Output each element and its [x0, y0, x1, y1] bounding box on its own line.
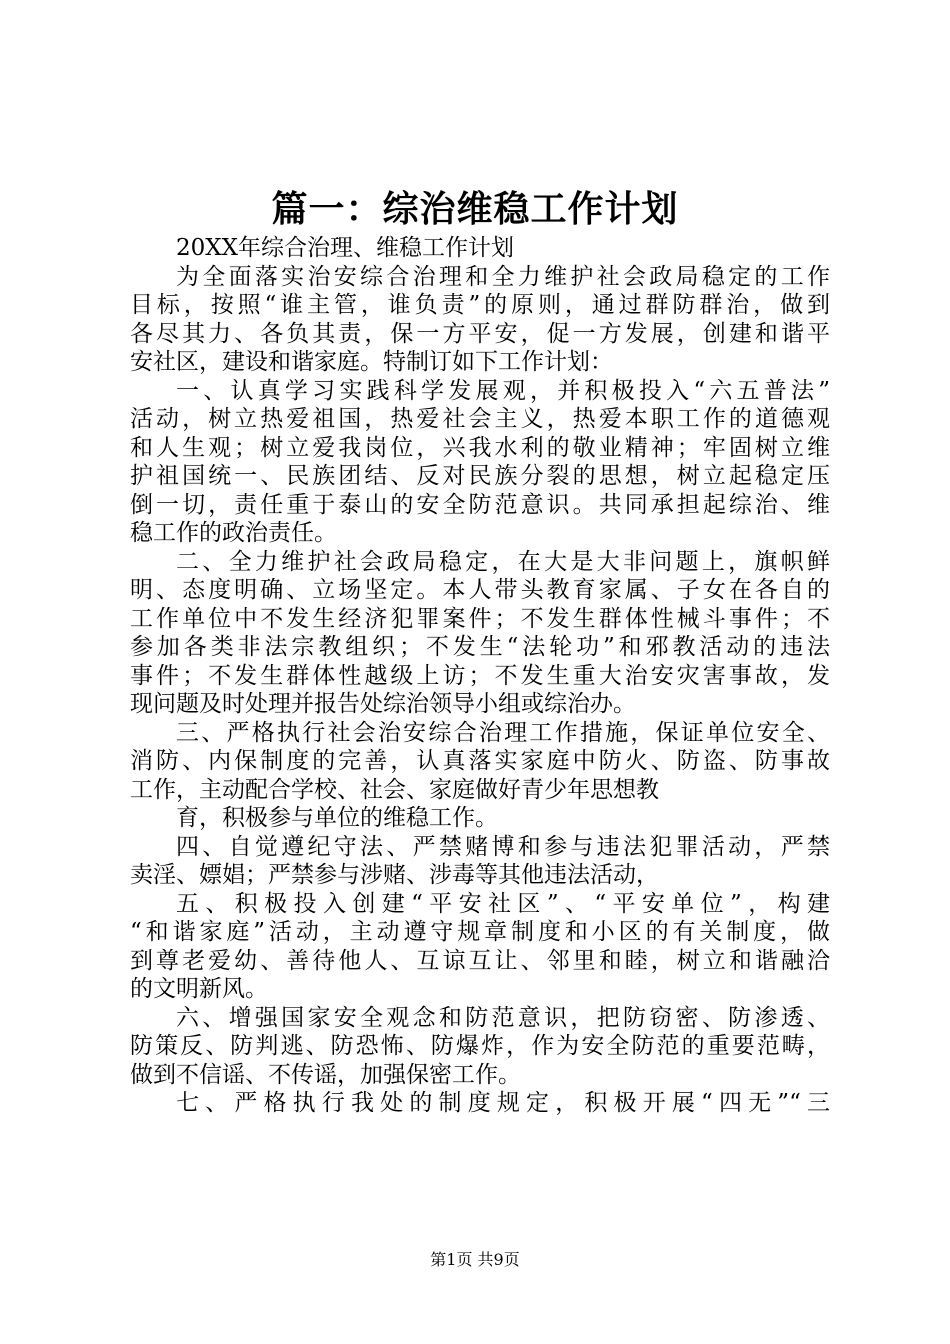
page-footer: 第1页 共9页 — [430, 1250, 520, 1269]
document-body — [130, 234, 830, 1118]
paragraph-line: 参加各类非法宗教组织；不发生“法轮功”和邪教活动的违法 — [130, 634, 830, 660]
paragraph-line: 五、积极投入创建“平安社区”、“平安单位”，构建 — [176, 890, 830, 917]
paragraph-line: 为全面落实治安综合治理和全力维护社会政局稳定的工作 — [176, 263, 830, 290]
paragraph-line: 工作，主动配合学校、社会、家庭做好青少年思想教 — [130, 776, 659, 803]
paragraph-line: 消防、内保制度的完善，认真落实家庭中防火、防盗、防事故 — [130, 748, 830, 774]
paragraph-line: 倒一切，责任重于泰山的安全防范意识。共同承担起综治、维 — [130, 491, 830, 518]
paragraph-line: 防策反、防判逃、防恐怖、防爆炸，作为安全防范的重要范畴， — [130, 1033, 830, 1059]
paragraph-line: 安社区，建设和谐家庭。特制订如下工作计划： — [130, 349, 613, 375]
paragraph-line: 各尽其力、各负其责，保一方平安，促一方发展，创建和谐平 — [130, 320, 830, 347]
paragraph-line: 事件；不发生群体性越级上访；不发生重大治安灾害事故，发 — [130, 662, 830, 689]
paragraph-line: 的文明新风。 — [130, 976, 268, 1002]
paragraph-line: 工作单位中不发生经济犯罪案件；不发生群体性械斗事件；不 — [130, 605, 830, 632]
paragraph-line: 育，积极参与单位的维稳工作。 — [176, 805, 498, 831]
paragraph-line: 稳工作的政治责任。 — [130, 520, 337, 546]
paragraph-line: 做到不信谣、不传谣，加强保密工作。 — [130, 1061, 521, 1088]
paragraph-line: “和谐家庭”活动，主动遵守规章制度和小区的有关制度，做 — [130, 919, 830, 945]
paragraph-line: 卖淫、嫖娼；严禁参与涉赌、涉毒等其他违法活动， — [130, 862, 659, 888]
paragraph-line: 活动，树立热爱祖国，热爱社会主义，热爱本职工作的道德观 — [130, 406, 830, 432]
paragraph-line: 目标，按照“谁主管，谁负责”的原则，通过群防群治，做到 — [130, 292, 830, 318]
document-title: 篇一：综治维稳工作计划 — [271, 189, 679, 230]
paragraph-line: 三、严格执行社会治安综合治理工作措施，保证单位安全、 — [176, 719, 830, 746]
paragraph-line: 现问题及时处理并报告处综治领导小组或综治办。 — [130, 691, 636, 717]
paragraph-line: 四、自觉遵纪守法、严禁赌博和参与违法犯罪活动，严禁 — [176, 833, 830, 860]
paragraph-line: 一、认真学习实践科学发展观，并积极投入“六五普法” — [176, 377, 830, 404]
paragraph-line: 六、增强国家安全观念和防范意识，把防窃密、防渗透、 — [176, 1004, 830, 1031]
subtitle-line: 20XX年综合治理、维稳工作计划 — [176, 235, 515, 261]
paragraph-line: 七、严格执行我处的制度规定，积极开展“四无”“三 — [176, 1090, 830, 1116]
paragraph-line: 护祖国统一、民族团结、反对民族分裂的思想，树立起稳定压 — [130, 463, 830, 489]
paragraph-line: 二、全力维护社会政局稳定，在大是大非问题上，旗帜鲜 — [176, 548, 830, 575]
paragraph-line: 明、态度明确、立场坚定。本人带头教育家属、子女在各自的 — [130, 577, 830, 603]
paragraph-line: 和人生观；树立爱我岗位，兴我水利的敬业精神；牢固树立维 — [130, 434, 830, 461]
paragraph-line: 到尊老爱幼、善待他人、互谅互让、邻里和睦，树立和谐融洽 — [130, 947, 830, 974]
